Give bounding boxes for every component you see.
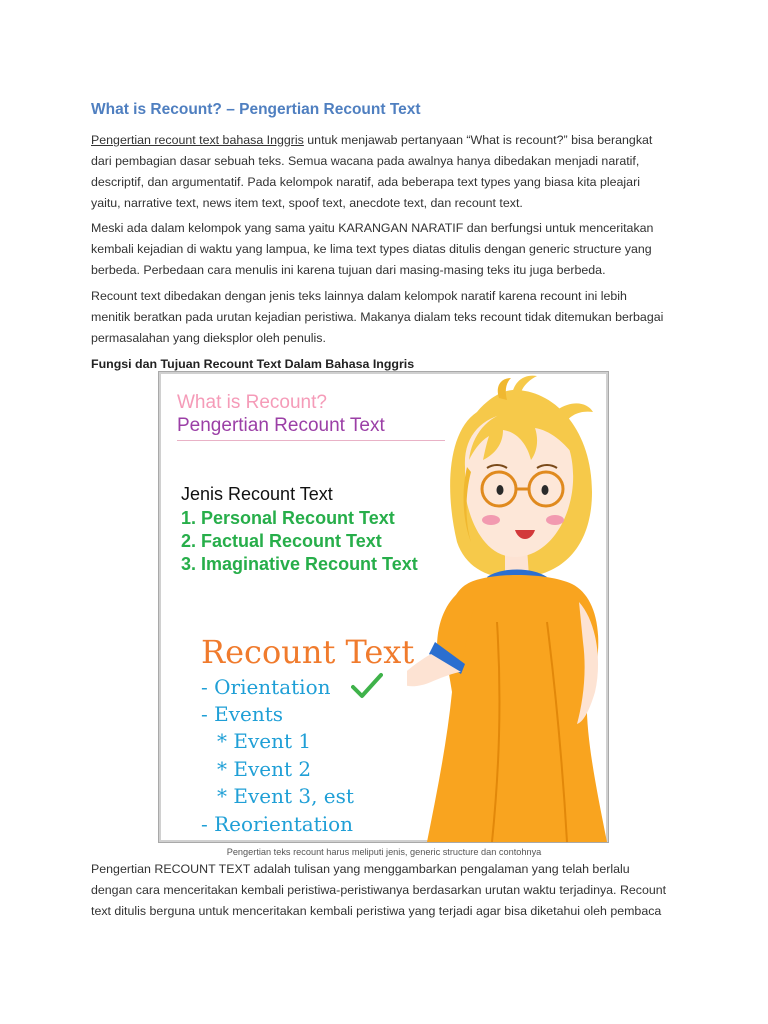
paragraph-1-line: descriptif, dan argumentatif. Pada kelompok naratif, ada beberapa text types yang biasa kita pleajari xyxy=(91,175,640,189)
structure-item: * Event 3, est xyxy=(217,784,354,808)
jenis-item: 3. Imaginative Recount Text xyxy=(181,554,418,574)
jenis-item: 2. Factual Recount Text xyxy=(181,531,382,551)
checkmark-icon xyxy=(351,672,383,700)
structure-title: Recount Text xyxy=(201,633,415,671)
paragraph-4-line: text ditulis berguna untuk menceritakan kembali peristiwa yang terjadi agar bisa diketahui oleh pembaca xyxy=(91,904,662,918)
paragraph-3 xyxy=(91,286,681,349)
figure-title-line1: What is Recount? xyxy=(177,392,327,413)
paragraph-2-line: Meski ada dalam kelompok yang sama yaitu KARANGAN NARATIF dan berfungsi untuk menceritakan xyxy=(91,221,654,235)
recount-text-link[interactable]: Pengertian recount text bahasa Inggris xyxy=(91,133,304,147)
paragraph-1-line: dari pembagian dasar sebuah teks. Semua wacana pada awalnya hanya dibedakan menjadi naratif, xyxy=(91,154,640,168)
paragraph-1-line: yaitu, narrative text, news item text, spoof text, anecdote text, dan recount text. xyxy=(91,196,523,210)
paragraph-1 xyxy=(91,130,681,214)
structure-item: - Events xyxy=(201,702,284,726)
recount-infographic xyxy=(158,371,609,843)
paragraph-2 xyxy=(91,218,681,281)
paragraph-3-line: menitik beratkan pada urutan kejadian peristiwa. Makanya dialam teks recount tidak ditemukan berbagai xyxy=(91,310,664,324)
paragraph-1-line xyxy=(91,130,681,151)
paragraph-3-line: Recount text dibedakan dengan jenis teks lainnya dalam kelompok naratif karena recount ini lebih xyxy=(91,289,627,303)
structure-item: - Reorientation xyxy=(201,812,354,836)
paragraph-2-line: berbeda. Perbedaan cara menulis ini karena tujuan dari masing-masing teks itu juga berbeda. xyxy=(91,263,606,277)
figure-title-line2: Pengertian Recount Text xyxy=(177,415,385,436)
paragraph-1-line-text: untuk menjawab pertanyaan “What is recount?” bisa berangkat xyxy=(303,133,653,147)
figure-title-underline xyxy=(177,440,445,441)
structure-item: - Orientation xyxy=(201,675,331,699)
jenis-title: Jenis Recount Text xyxy=(181,484,333,504)
paragraph-4 xyxy=(91,859,681,922)
cartoon-teacher-illustration xyxy=(407,372,608,842)
structure-item: * Event 2 xyxy=(217,757,312,781)
figure-caption: Pengertian teks recount harus meliputi jenis, generic structure dan contohnya xyxy=(226,847,542,857)
paragraph-2-line: kembali kejadian di waktu yang lampua, ke lima text types diatas ditulis dengan generic structure yang xyxy=(91,242,652,256)
structure-item: * Event 1 xyxy=(217,729,312,753)
jenis-item: 1. Personal Recount Text xyxy=(181,508,395,528)
paragraph-4-line: Pengertian RECOUNT TEXT adalah tulisan yang menggambarkan pengalaman yang telah berlalu xyxy=(91,862,630,876)
paragraph-4-line: dengan cara menceritakan kembali peristiwa-peristiwanya berdasarkan urutan waktu terjadinya. Recount xyxy=(91,883,667,897)
section-heading: Fungsi dan Tujuan Recount Text Dalam Bahasa Inggris xyxy=(91,357,415,371)
paragraph-3-line: permasalahan yang dieksplor oleh penulis. xyxy=(91,331,326,345)
page-title: What is Recount? – Pengertian Recount Text xyxy=(91,101,421,118)
